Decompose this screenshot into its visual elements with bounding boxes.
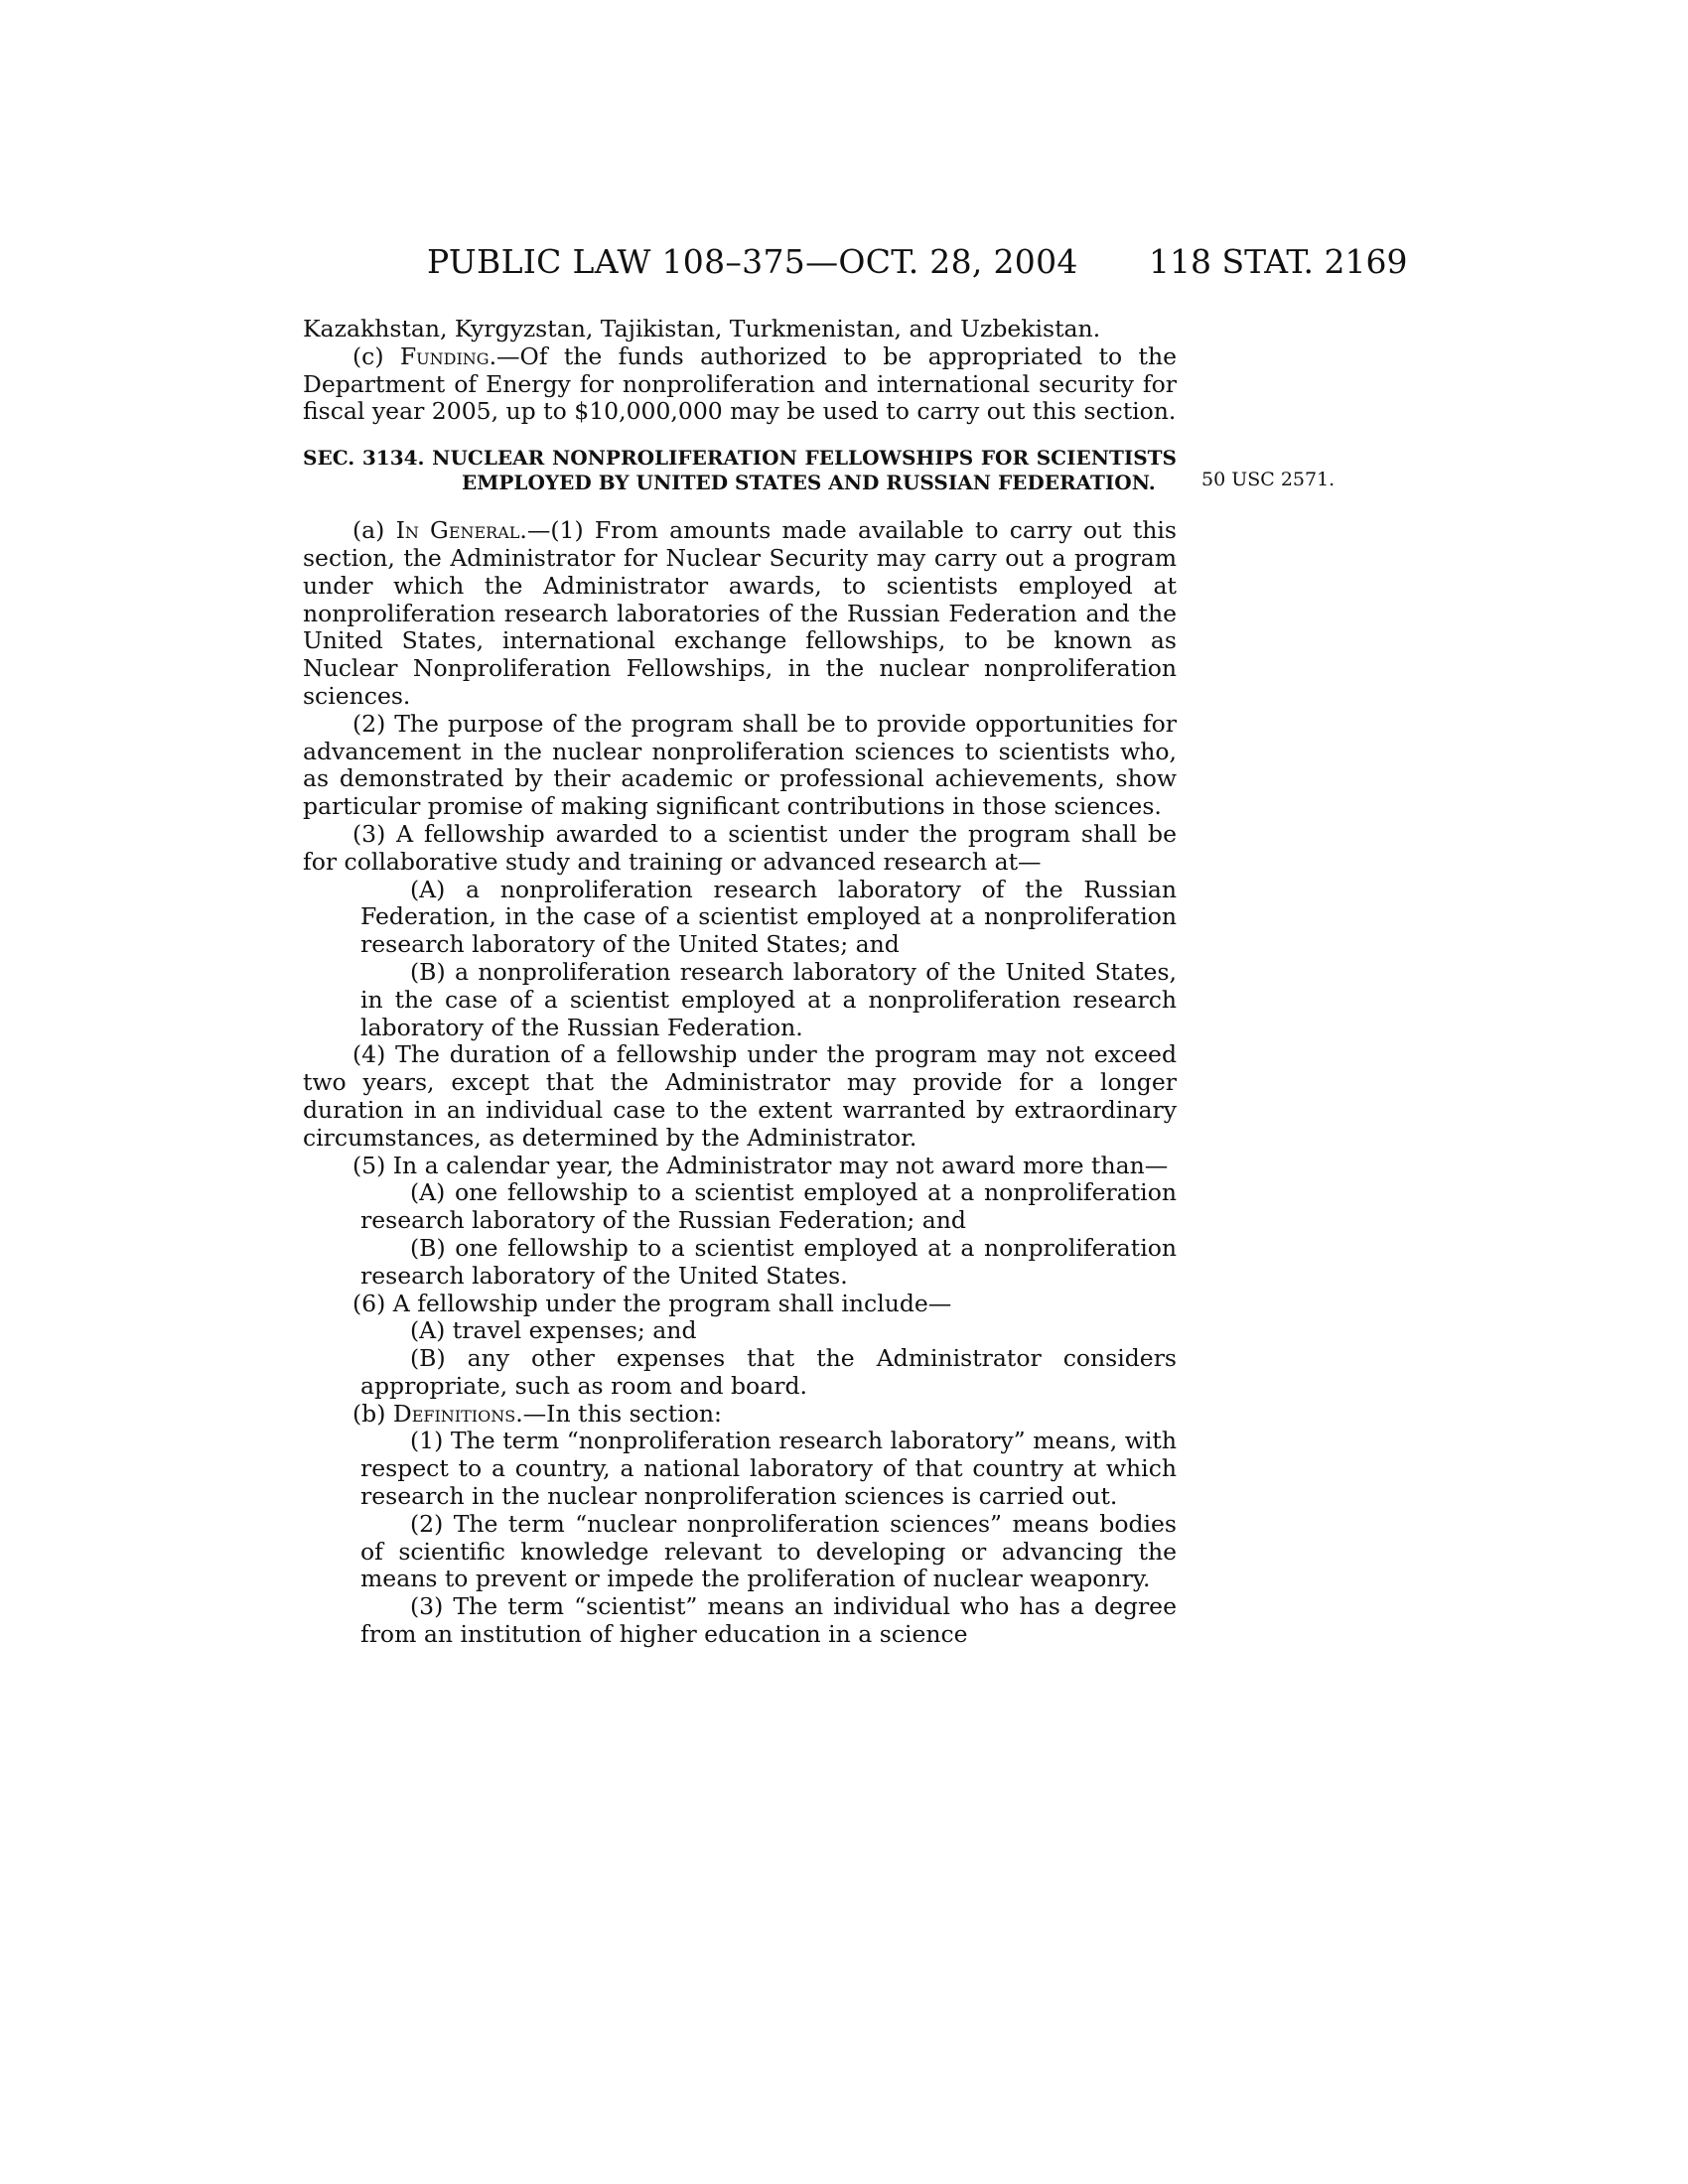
subparagraph-a3A: (A) a nonproliferation research laboratory of the Russian Federation, in the case of a scientist employed at a nonproliferation research laboratory of the United States; and (360, 875, 1177, 959)
section-heading: SEC. 3134. NUCLEAR NONPROLIFERATION FELLOWSHIPS FOR SCIENTISTS EMPLOYED BY UNITED STATES AND RUSSIAN FEDERATION. (303, 446, 1177, 495)
subparagraph-a5A: (A) one fellowship to a scientist employed at a nonproliferation research laboratory of the Russian Federation; and (360, 1178, 1177, 1235)
paragraph-label: (b) (352, 1399, 393, 1428)
subparagraph-a3B: (B) a nonproliferation research laboratory of the United States, in the case of a scientist employed at a nonproliferation research laboratory of the Russian Federation. (360, 957, 1177, 1041)
paragraph-a2: (2) The purpose of the program shall be to provide opportunities for advancement in the nuclear nonproliferation sciences to scientists who, as demonstrated by their academic or professional achievements, show particular promise of making significant contributions in those sciences. (303, 709, 1177, 821)
paragraph-heading: Funding (399, 341, 490, 370)
subparagraph-a6B: (B) any other expenses that the Administrator considers appropriate, such as room and board. (360, 1344, 1177, 1400)
paragraph-a3: (3) A fellowship awarded to a scientist under the program shall be for collaborative study and training or advanced research at— (303, 819, 1177, 876)
paragraph-heading: Definitions (392, 1399, 516, 1428)
margin-citation: 50 USC 2571. (1201, 469, 1336, 490)
paragraph-label: (a) (352, 516, 396, 545)
paragraph-text: .—Of the funds authorized to be appropriated to the Department of Energy for nonproliferation and international security for fiscal year 2005, up to $10,000,000 may be used to carry out this section. (303, 341, 1178, 426)
paragraph-label: (c) (352, 341, 400, 370)
definition-b3: (3) The term “scientist” means an individual who has a degree from an institution of higher education in a science (360, 1592, 1177, 1649)
paragraph-a4: (4) The duration of a fellowship under the program may not exceed two years, except that the Administrator may provide for a longer duration in an individual case to the extent warranted by extraordinary circumstances, as determined by the Administrator. (303, 1040, 1177, 1152)
paragraph-heading: In General (395, 516, 520, 545)
definition-b2: (2) The term “nuclear nonproliferation sciences” means bodies of scientific knowledge relevant to developing or advancing the means to prevent or impede the proliferation of nuclear weaponry. (360, 1509, 1177, 1593)
paragraph-a5: (5) In a calendar year, the Administrator may not award more than— (352, 1151, 1169, 1179)
paragraph-text: .—In this section: (515, 1399, 722, 1428)
paragraph-c-funding (303, 343, 1177, 426)
paragraph-a-in-general (303, 517, 1177, 711)
running-header-title: PUBLIC LAW 108–375—OCT. 28, 2004 (427, 242, 1078, 281)
document-body (303, 316, 1177, 1649)
subparagraph-a6A: (A) travel expenses; and (410, 1316, 697, 1345)
definition-b1: (1) The term “nonproliferation research laboratory” means, with respect to a country, a national laboratory of that country at which research in the nuclear nonproliferation sciences is carried out. (360, 1427, 1177, 1511)
paragraph-a6: (6) A fellowship under the program shall include— (352, 1289, 952, 1317)
paragraph-text: .—(1) From amounts made available to carry out this section, the Administrator for Nuclear Security may carry out a program under which the Administrator awards, to scientists employed at nonproliferation research laboratories of the Russian Federation and the United States, international exchange fellowships, to be known as Nuclear Nonproliferation Fellowships, in the nuclear nonproliferation sciences. (303, 516, 1177, 710)
paragraph-b-definitions (303, 1401, 1177, 1429)
paragraph-countries-continued: Kazakhstan, Kyrgyzstan, Tajikistan, Turkmenistan, and Uzbekistan. (303, 315, 1101, 342)
running-header-stat-page: 118 STAT. 2169 (1149, 242, 1408, 281)
subparagraph-a5B: (B) one fellowship to a scientist employed at a nonproliferation research laboratory of the United States. (360, 1233, 1177, 1290)
